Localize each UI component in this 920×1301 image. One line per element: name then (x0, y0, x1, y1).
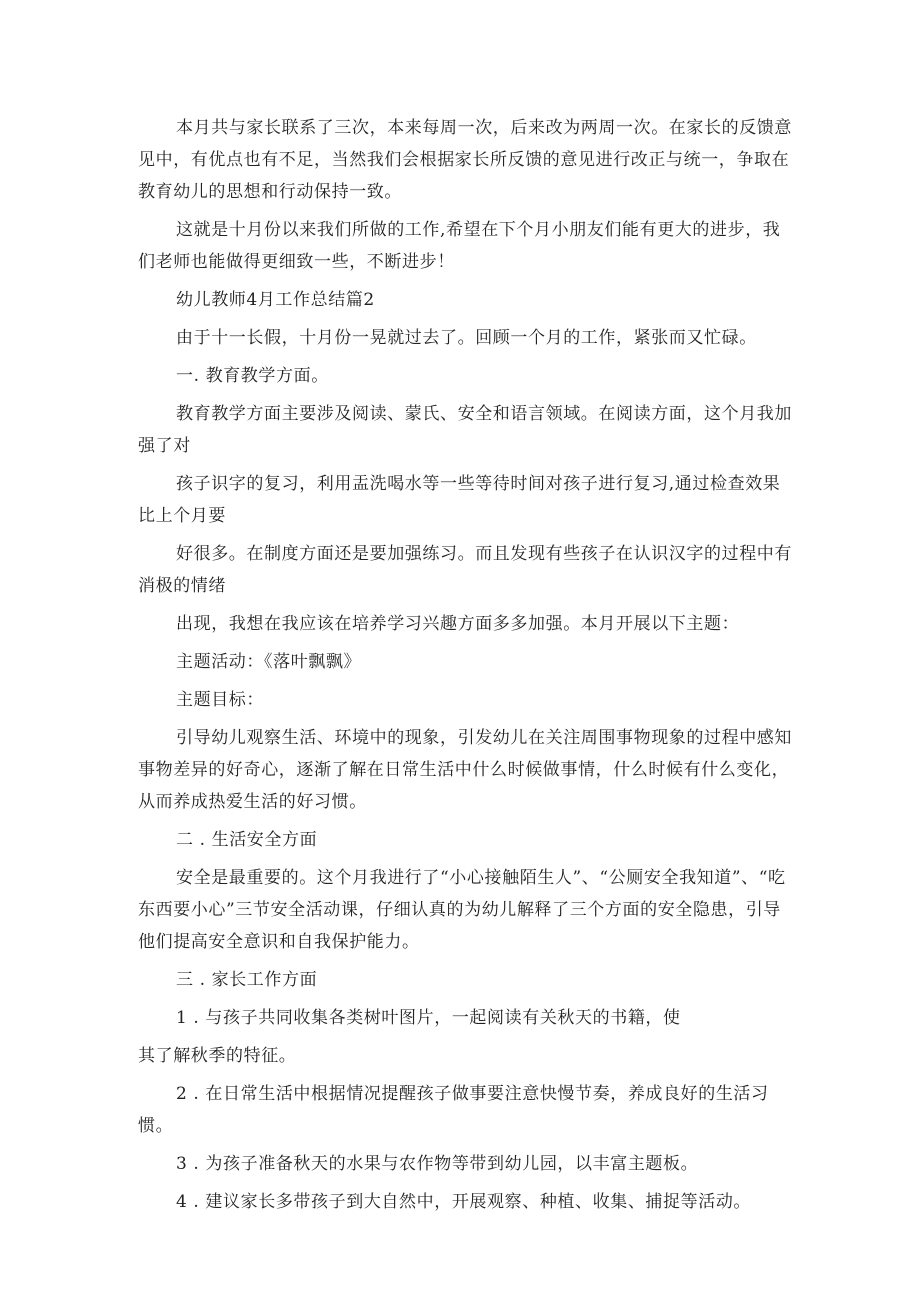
list-item-3: 3 . 为孩子准备秋天的水果与农作物等带到幼儿园，以丰富主题板。 (176, 1154, 699, 1174)
paragraph-teaching-1: 教育教学方面主要涉及阅读、蒙氏、安全和语言领域。在阅读方面，这个月我加强了对 (138, 404, 792, 456)
heading-teaching: 一. 教育教学方面。 (176, 366, 329, 386)
paragraph-october-summary: 这就是十月份以来我们所做的工作,希望在下个月小朋友们能有更大的进步，我们老师也能做得更细致一些，不断进步！ (138, 220, 781, 272)
paragraph-teaching-4: 出现，我想在我应该在培养学习兴趣方面多多加强。本月开展以下主题： (176, 614, 740, 634)
paragraph-intro: 由于十一长假，十月份一晃就过去了。回顾一个月的工作，紧张而又忙碌。 (176, 328, 757, 348)
list-item-2: 2 . 在日常生活中根据情况提醒孩子做事要注意快慢节奏，养成良好的生活习惯。 (138, 1084, 769, 1136)
document-body (138, 112, 793, 1224)
paragraph-teaching-2: 孩子识字的复习，利用盂洗喝水等一些等待时间对孩子进行复习,通过检查效果比上个月要 (138, 474, 781, 526)
paragraph-teaching-3: 好很多。在制度方面还是要加强练习。而且发现有些孩子在认识汉字的过程中有消极的情绪 (138, 544, 792, 596)
list-item-4: 4 . 建议家长多带孩子到大自然中，开展观察、种植、收集、捕捉等活动。 (176, 1192, 752, 1212)
section-title: 幼儿教师4月工作总结篇2 (176, 290, 375, 310)
heading-safety: 二 . 生活安全方面 (176, 830, 318, 850)
theme-goal-label: 主题目标： (176, 690, 264, 710)
list-item-1: 1 . 与孩子共同收集各类树叶图片，一起阅读有关秋天的书籍，使 (176, 1008, 681, 1028)
paragraph-theme-goal: 引导幼儿观察生活、环境中的现象，引发幼儿在关注周围事物现象的过程中感知事物差异的好奇心，逐渐了解在日常生活中什么时候做事情，什么时候有什么变化，从而养成热爱生活的好习惯。 (138, 728, 792, 812)
heading-parents: 三 . 家长工作方面 (176, 970, 318, 990)
theme-activity: 主题活动：《落叶飘飘》 (176, 652, 362, 672)
paragraph-parent-contact: 本月共与家长联系了三次，本来每周一次，后来改为两周一次。在家长的反馈意见中，有优点也有不足，当然我们会根据家长所反馈的意见进行改正与统一，争取在教育幼儿的思想和行动保持一致。 (138, 118, 792, 202)
list-item-1-continued: 其了解秋季的特征。 (138, 1046, 297, 1066)
paragraph-safety: 安全是最重要的。这个月我进行了“小心接触陌生人”、“公厕安全我知道”、“吃东西要小心”三节安全活动课，仔细认真的为幼儿解释了三个方面的安全隐患，引导他们提高安全意识和自我保护能力。 (138, 868, 786, 952)
